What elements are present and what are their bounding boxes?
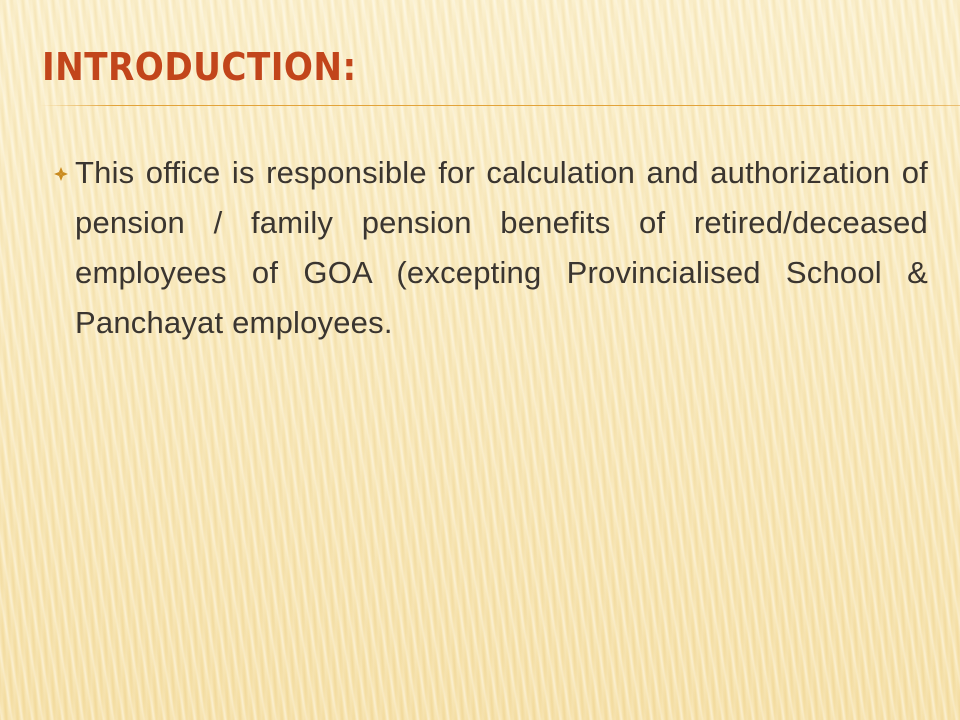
bullet-item bbox=[50, 148, 928, 348]
slide-title: INTRODUCTION: bbox=[42, 45, 357, 89]
diamond-bullet-icon bbox=[50, 167, 72, 181]
bullet-text: This office is responsible for calculation and authorization of pension / family pension benefits of retired/deceased employees of GOA (excepting Provincialised School & Panchayat employees. bbox=[75, 155, 928, 340]
title-divider bbox=[40, 105, 960, 106]
slide-content bbox=[50, 148, 928, 348]
